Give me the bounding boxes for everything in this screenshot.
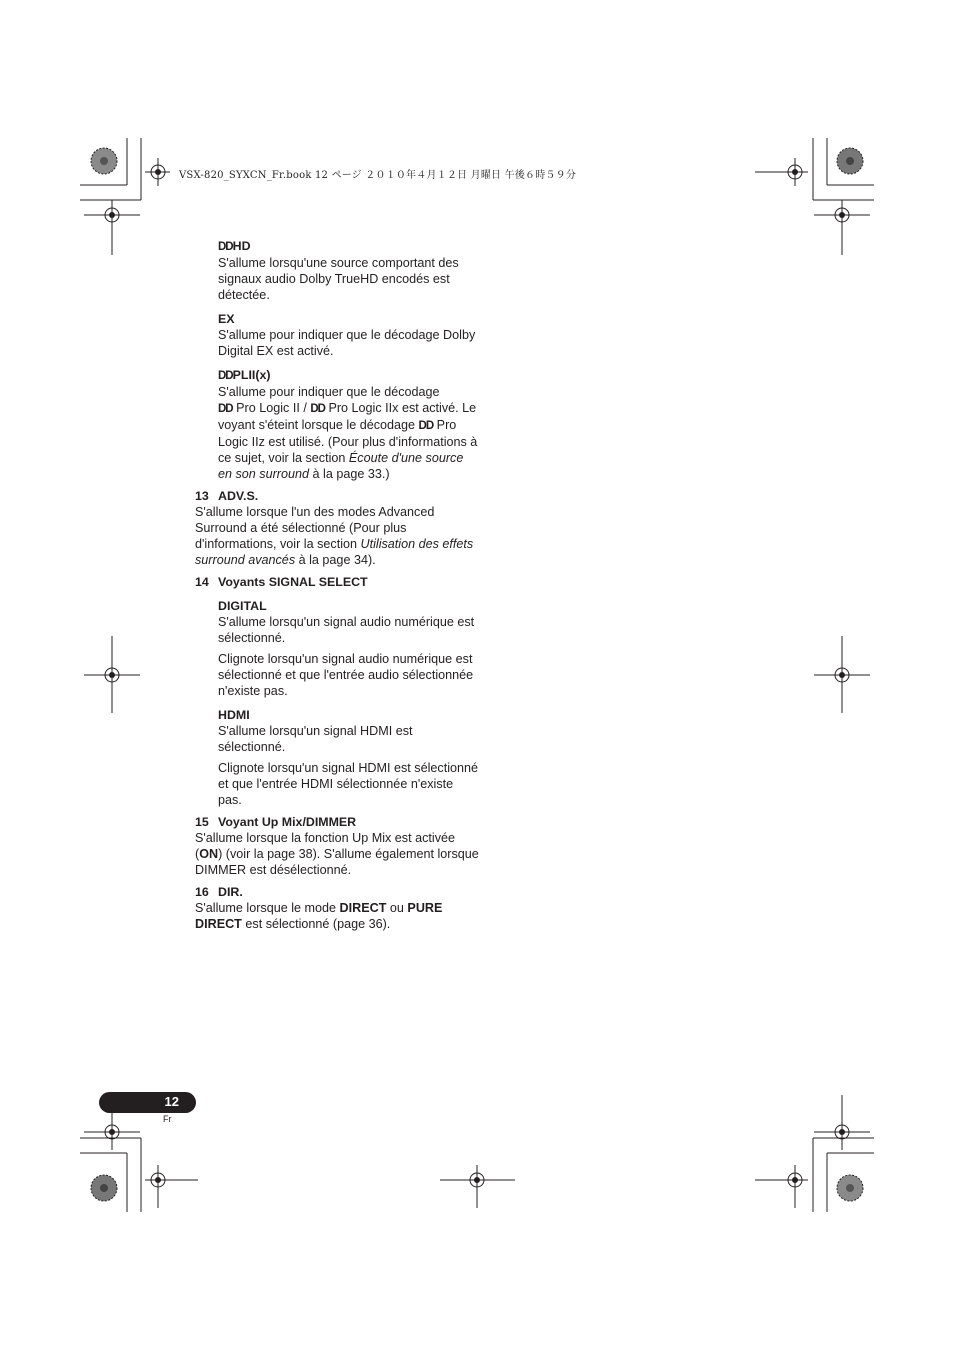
item-upmix — [195, 814, 480, 878]
item-heading: DIGITAL — [218, 599, 267, 613]
item-heading: 14 Voyants SIGNAL SELECT — [195, 575, 368, 589]
item-hd — [195, 238, 480, 303]
item-text: S'allume lorsque l'un des modes Advanced Surround a été sélectionné (Pour plus d'informations, voir la section Utilisation des effets surround avancés à la page 34). — [195, 505, 474, 567]
item-dir — [195, 884, 480, 932]
item-heading: HDMI — [218, 708, 250, 722]
item-heading: 16 DIR. — [195, 885, 243, 899]
dolby-logo-icon: DD — [218, 370, 233, 382]
dolby-logo-icon: DD — [218, 403, 233, 415]
item-heading: EX — [218, 312, 235, 326]
item-digital — [195, 598, 480, 699]
item-text: Clignote lorsqu'un signal audio numérique est sélectionné et que l'entrée audio sélectionnée n'existe pas. — [218, 652, 474, 698]
item-heading: 15 Voyant Up Mix/DIMMER — [195, 815, 357, 829]
item-text: S'allume lorsque la fonction Up Mix est activée (ON) (voir la page 38). S'allume également lorsque DIMMER est désélectionné. — [195, 831, 479, 877]
item-signal-select — [195, 574, 480, 808]
item-text: S'allume lorsqu'un signal HDMI est sélectionné. — [218, 724, 413, 754]
page-number-tab — [99, 1092, 196, 1113]
item-text: S'allume pour indiquer que le décodage Dolby Digital EX est activé. — [218, 328, 476, 358]
item-heading: DDPLII(x) — [218, 368, 271, 382]
print-slug: VSX-820_SYXCN_Fr.book 12 ページ ２０１０年４月１２日 月曜日 午後６時５９分 — [179, 170, 577, 181]
item-advs — [195, 488, 480, 568]
item-text: S'allume pour indiquer que le décodage DD Pro Logic II / DD Pro Logic IIx est activé. Le voyant s'éteint lorsque le décodage DD Pro Logic IIz est utilisé. (Pour plus d'informations à ce sujet, voir la section Écoute d'une source en son surround à la page 33.) — [218, 385, 478, 481]
item-heading: 13 ADV.S. — [195, 489, 259, 503]
main-column — [195, 238, 480, 932]
item-heading: DDHD — [218, 239, 251, 253]
language-code: Fr — [163, 1114, 172, 1124]
item-hdmi — [195, 707, 480, 808]
page-number: 12 — [164, 1094, 179, 1109]
item-text: S'allume lorsque le mode DIRECT ou PURE DIRECT est sélectionné (page 36). — [195, 901, 443, 931]
item-text: S'allume lorsqu'une source comportant des signaux audio Dolby TrueHD encodés est détectée. — [218, 256, 459, 302]
dolby-logo-icon: DD — [310, 403, 325, 415]
dolby-logo-icon: DD — [218, 241, 233, 253]
item-ex — [195, 311, 480, 359]
item-plii — [195, 367, 480, 482]
dolby-logo-icon: DD — [418, 420, 434, 432]
item-text: Clignote lorsqu'un signal HDMI est sélectionné et que l'entrée HDMI sélectionnée n'existe pas. — [218, 761, 479, 807]
item-text: S'allume lorsqu'un signal audio numérique est sélectionné. — [218, 615, 475, 645]
